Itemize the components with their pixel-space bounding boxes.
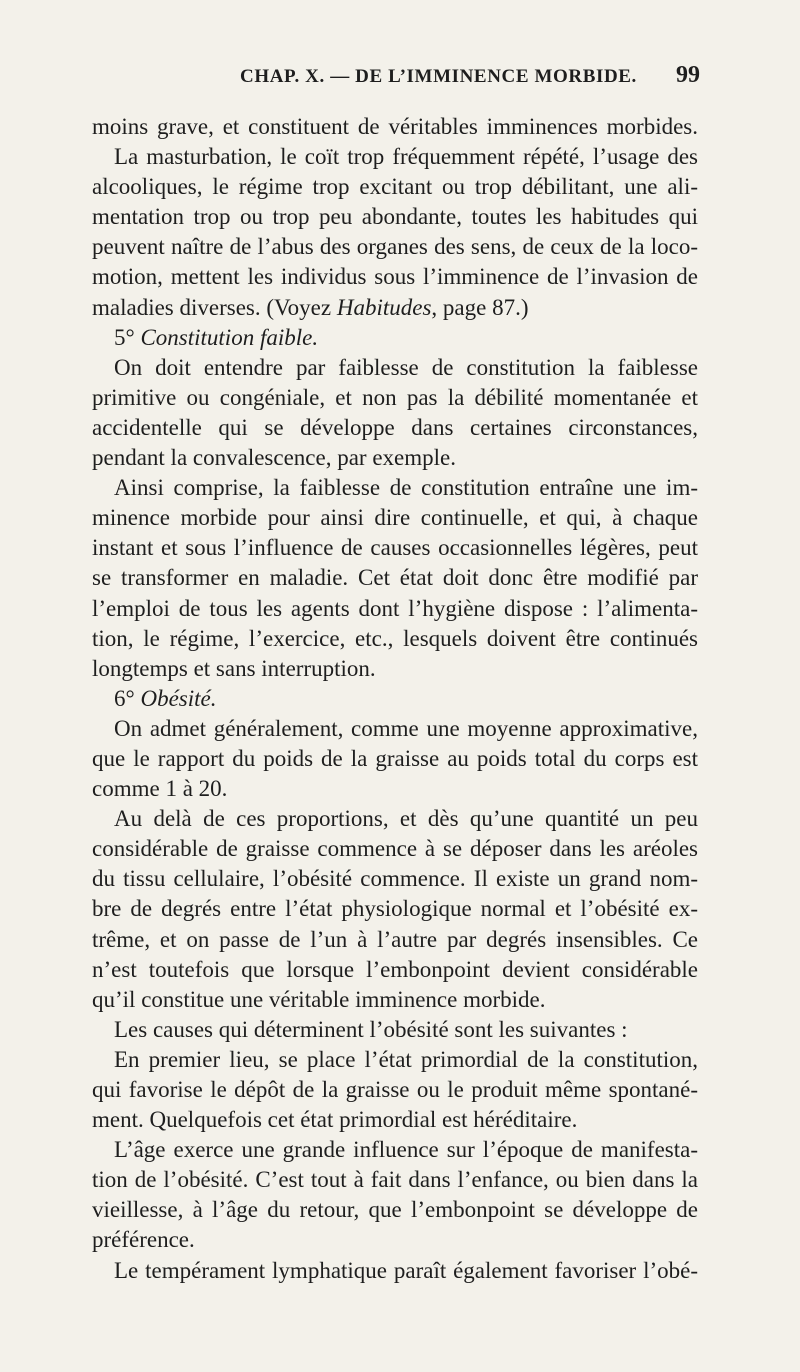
page-number: 99 — [676, 62, 700, 88]
text-line: On admet généralement, comme une moyenne approximative, — [114, 715, 698, 741]
section-title: Constitution faible. — [140, 324, 319, 350]
text-line: bre de degrés entre l’état physiologique normal et l’obésité ex- — [92, 896, 698, 922]
text-line: alcooliques, le régime trop excitant ou trop débilitant, une ali- — [92, 174, 698, 200]
text-line: primitive ou congéniale, et non pas la débilité momentanée et — [92, 384, 698, 410]
text-line: longtemps et sans interruption. — [92, 655, 376, 681]
section-heading — [92, 323, 698, 353]
text-line: qu’il constitue une véritable imminence morbide. — [92, 986, 546, 1012]
text-line: l’emploi de tous les agents dont l’hygiène dispose : l’alimenta- — [92, 595, 698, 621]
text-segment: , page 87.) — [431, 294, 529, 320]
text-line: tion, le régime, l’exercice, etc., lesquels doivent être continués — [92, 625, 698, 651]
text-line: que le rapport du poids de la graisse au poids total du corps est — [92, 745, 698, 771]
text-line: préférence. — [92, 1227, 195, 1253]
text-line: pendant la convalescence, par exemple. — [92, 445, 456, 471]
body-text — [92, 112, 698, 1286]
section-number: 6° — [114, 685, 135, 711]
text-line: Au delà de ces proportions, et dès qu’une quantité un peu — [114, 806, 698, 832]
text-line: ment. Quelquefois cet état primordial est héréditaire. — [92, 1107, 578, 1133]
text-line: tion de l’obésité. C’est tout à fait dans l’enfance, ou bien dans la — [92, 1167, 698, 1193]
section-title: Obésité. — [140, 685, 217, 711]
text-line: n’est toutefois que lorsque l’embonpoint devient considérable — [92, 956, 698, 982]
text-line: L’âge exerce une grande influence sur l’époque de manifesta- — [114, 1137, 698, 1163]
page-header — [240, 62, 700, 96]
text-line: motion, mettent les individus sous l’imminence de l’invasion de — [92, 264, 698, 290]
text-segment: maladies diverses. (Voyez — [92, 294, 337, 320]
text-line: du tissu cellulaire, l’obésité commence. Il existe un grand nom- — [92, 866, 698, 892]
text-line: comme 1 à 20. — [92, 776, 228, 802]
text-line: instant et sous l’influence de causes occasionnelles légères, peut — [92, 535, 698, 561]
text-line: On doit entendre par faiblesse de constitution la faiblesse — [114, 354, 698, 380]
text-line — [92, 293, 698, 323]
text-line: Les causes qui déterminent l’obésité sont les suivantes : — [114, 1016, 628, 1042]
text-line: minence morbide pour ainsi dire continuelle, et qui, à chaque — [92, 505, 698, 531]
text-line: qui favorise le dépôt de la graisse ou le produit même spontané- — [92, 1077, 698, 1102]
text-line: Ainsi comprise, la faiblesse de constitution entraîne une im- — [114, 475, 698, 501]
text-line: se transformer en maladie. Cet état doit donc être modifié par — [92, 565, 698, 591]
text-line: considérable de graisse commence à se déposer dans les aréoles — [92, 836, 698, 862]
text-line: moins grave, et constituent de véritables imminences morbides. — [92, 114, 698, 139]
text-line: mentation trop ou trop peu abondante, toutes les habitudes qui — [92, 204, 698, 230]
section-number: 5° — [114, 324, 135, 350]
text-line: trême, et on passe de l’un à l’autre par degrés insensibles. Ce — [92, 926, 698, 952]
text-line: La masturbation, le coït trop fréquemment répété, l’usage des — [114, 144, 698, 170]
section-heading — [92, 684, 698, 714]
text-line: Le tempérament lymphatique paraît également favoriser l’obé- — [114, 1257, 698, 1283]
text-line: accidentelle qui se développe dans certaines circonstances, — [92, 414, 698, 440]
running-head: CHAP. X. — DE L’IMMINENCE MORBIDE. — [240, 66, 637, 87]
text-line: En premier lieu, se place l’état primordial de la constitution, — [114, 1046, 698, 1072]
text-line: vieillesse, à l’âge du retour, que l’embonpoint se développe de — [92, 1197, 698, 1223]
text-line: peuvent naître de l’abus des organes des sens, de ceux de la loco- — [92, 234, 698, 260]
italic-reference: Habitudes — [336, 294, 432, 320]
